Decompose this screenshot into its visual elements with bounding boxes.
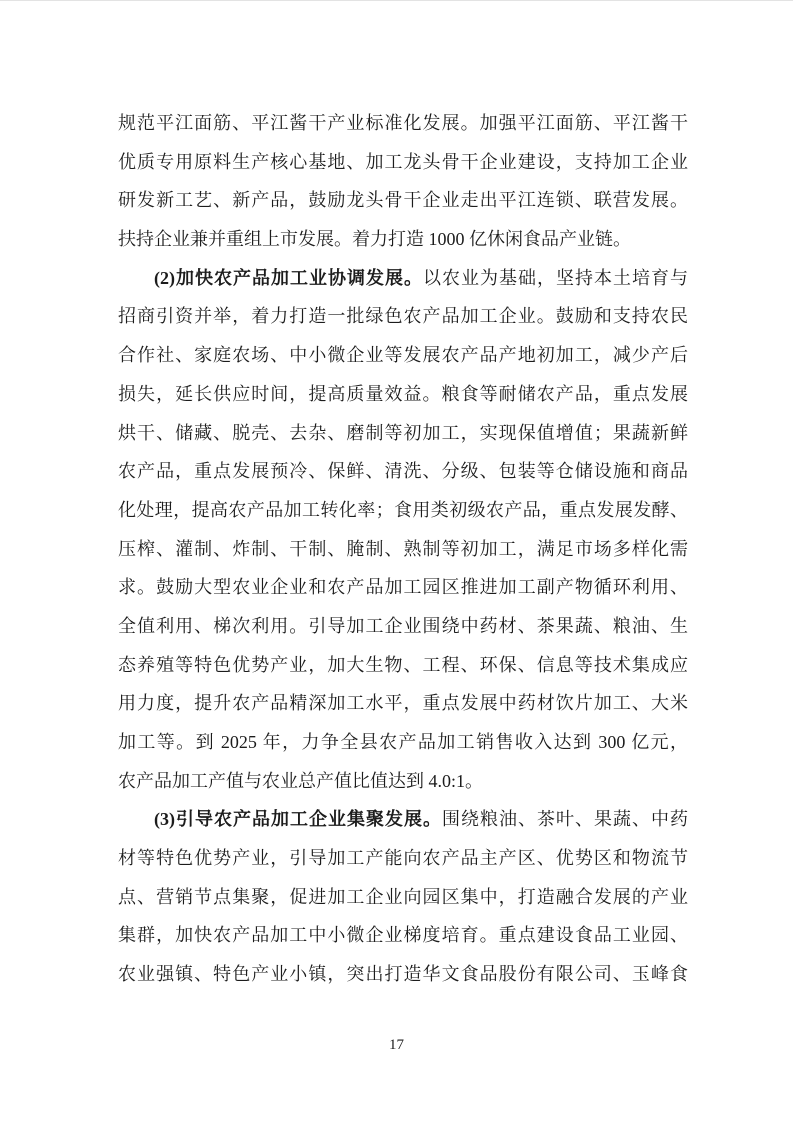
text-run: 集群，加快农产品加工中小微企业梯度培育。重点建设食品工业园、 xyxy=(118,925,688,946)
text-run: 农产品加工产值与农业总产值比值达到 4.0:1。 xyxy=(118,770,483,791)
text-line xyxy=(118,143,688,182)
text-line xyxy=(118,220,688,259)
text-line xyxy=(118,375,688,414)
text-run: 优质专用原料生产核心基地、加工龙头骨干企业建设，支持加工企业 xyxy=(118,151,688,172)
text-run: 压榨、灌制、炸制、干制、腌制、熟制等初加工，满足市场多样化需 xyxy=(118,538,688,559)
text-line xyxy=(118,684,688,723)
text-line xyxy=(118,723,688,762)
text-run: 以农业为基础，坚持本土培育与 xyxy=(423,267,688,288)
text-line xyxy=(118,414,688,453)
text-line xyxy=(118,916,688,955)
text-line xyxy=(118,336,688,375)
text-run: 材等特色优势产业，引导加工产能向农产品主产区、优势区和物流节 xyxy=(118,848,688,869)
text-run: 损失，延长供应时间，提高质量效益。粮食等耐储农产品，重点发展 xyxy=(118,383,688,404)
bold-heading-run: (3)引导农产品加工企业集聚发展。 xyxy=(154,809,442,830)
text-run: 态养殖等特色优势产业，加大生物、工程、环保、信息等技术集成应 xyxy=(118,654,688,675)
page-number: 17 xyxy=(389,1037,404,1053)
text-run: 求。鼓励大型农业企业和农产品加工园区推进加工副产物循环利用、 xyxy=(118,577,688,598)
text-run: 用力度，提升农产品精深加工水平，重点发展中药材饮片加工、大米 xyxy=(118,693,688,714)
bold-heading-run: (2)加快农产品加工业协调发展。 xyxy=(154,267,423,288)
text-line xyxy=(118,839,688,878)
document-body xyxy=(118,104,688,994)
paragraph-1-continuation xyxy=(118,104,688,259)
text-line xyxy=(118,491,688,530)
paragraph-3-guide-enterprise-clustering xyxy=(118,800,688,993)
text-run: 点、营销节点集聚，促进加工企业向园区集中，打造融合发展的产业 xyxy=(118,886,688,907)
text-line xyxy=(118,800,688,839)
paragraph-2-accelerate-processing-coordination xyxy=(118,259,688,801)
text-line xyxy=(118,568,688,607)
text-run: 扶持企业兼并重组上市发展。着力打造 1000 亿休闲食品产业链。 xyxy=(118,229,631,250)
text-run: 合作社、家庭农场、中小微企业等发展农产品产地初加工，减少产后 xyxy=(118,345,688,366)
text-line xyxy=(118,646,688,685)
text-run: 规范平江面筋、平江酱干产业标准化发展。加强平江面筋、平江酱干 xyxy=(118,113,688,133)
text-run: 化处理，提高农产品加工转化率；食用类初级农产品，重点发展发酵、 xyxy=(118,499,688,520)
text-line xyxy=(118,955,688,994)
text-line xyxy=(118,104,688,143)
text-line xyxy=(118,452,688,491)
text-line xyxy=(118,181,688,220)
text-run: 农业强镇、特色产业小镇，突出打造华文食品股份有限公司、玉峰食 xyxy=(118,964,688,985)
text-line xyxy=(118,878,688,917)
text-line xyxy=(118,762,688,801)
text-run: 农产品，重点发展预冷、保鲜、清洗、分级、包装等仓储设施和商品 xyxy=(118,461,688,482)
text-run: 全值利用、梯次利用。引导加工企业围绕中药材、茶果蔬、粮油、生 xyxy=(118,615,688,636)
text-run: 招商引资并举，着力打造一批绿色农产品加工企业。鼓励和支持农民 xyxy=(118,306,688,327)
text-run: 研发新工艺、新产品，鼓励龙头骨干企业走出平江连锁、联营发展。 xyxy=(118,190,688,211)
text-run: 加工等。到 2025 年，力争全县农产品加工销售收入达到 300 亿元， xyxy=(118,732,688,752)
text-line xyxy=(118,259,688,298)
text-line xyxy=(118,530,688,569)
text-run: 围绕粮油、茶叶、果蔬、中药 xyxy=(442,809,688,830)
text-line xyxy=(118,607,688,646)
text-line xyxy=(118,297,688,336)
text-run: 烘干、储藏、脱壳、去杂、磨制等初加工，实现保值增值；果蔬新鲜 xyxy=(118,422,688,443)
